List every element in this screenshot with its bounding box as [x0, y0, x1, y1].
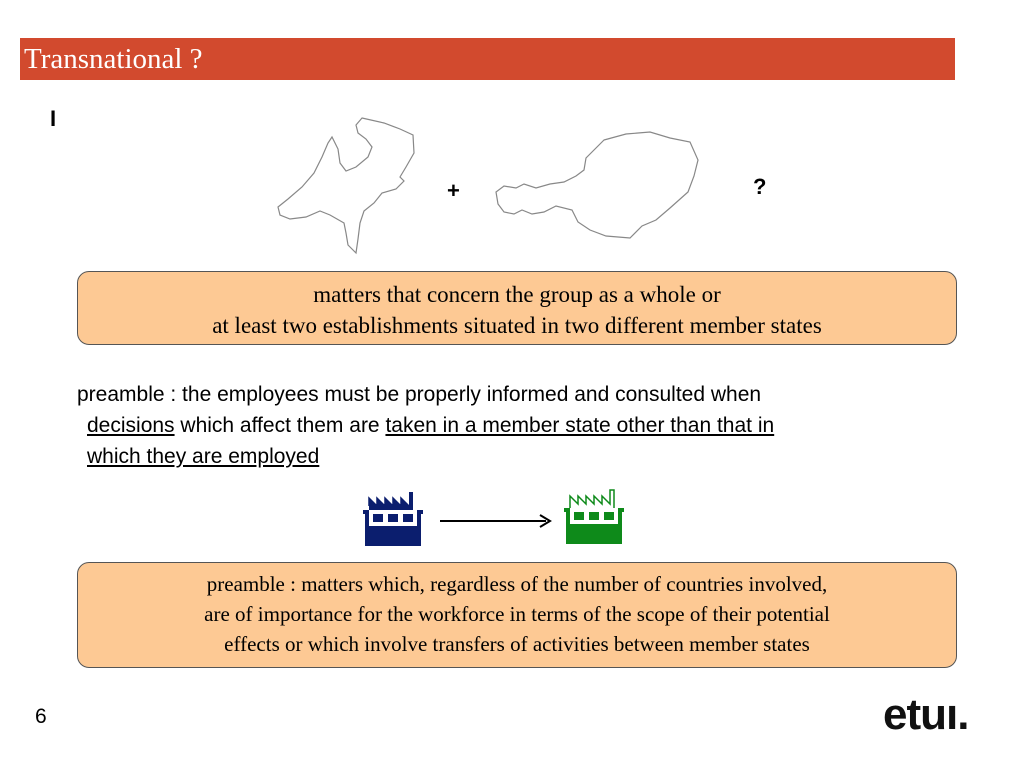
netherlands-outline-icon [276, 115, 418, 255]
arrow-right-icon [438, 511, 554, 531]
bullet-marker: I [50, 106, 57, 131]
preamble-box-line-2: are of importance for the workforce in terms of the scope of their potential [204, 602, 830, 626]
page-number: 6 [35, 705, 47, 728]
preamble-line-1: preamble : the employees must be properly informed and consulted when [77, 383, 762, 406]
preamble-line-3 [77, 441, 947, 472]
factory-icon [361, 490, 425, 548]
preamble-line-2 [77, 410, 947, 441]
decisions-text: decisions [87, 414, 175, 437]
title-bar [20, 38, 955, 80]
preamble-paragraph [77, 379, 947, 472]
definition-box [77, 271, 957, 345]
preamble-middle-text: which affect them are [174, 414, 386, 437]
taken-text-1: taken in a member state other than that in [385, 414, 775, 437]
austria-outline-icon [494, 130, 700, 242]
slide-title: Transnational ? [24, 43, 203, 75]
preamble-box-line-3: effects or which involve transfers of activities between member states [224, 632, 810, 656]
etui-logo: etuı. [883, 690, 969, 739]
question-mark: ? [753, 174, 767, 199]
definition-line-1: matters that concern the group as a whole or [313, 282, 721, 307]
preamble-box-line-1: preamble : matters which, regardless of the number of countries involved, [206, 572, 828, 596]
plus-sign: + [447, 178, 460, 203]
definition-line-2: at least two establishments situated in two different member states [212, 313, 822, 338]
taken-text-2: which they are employed [87, 445, 320, 468]
factory-icon [562, 488, 626, 546]
preamble-box [77, 562, 957, 668]
